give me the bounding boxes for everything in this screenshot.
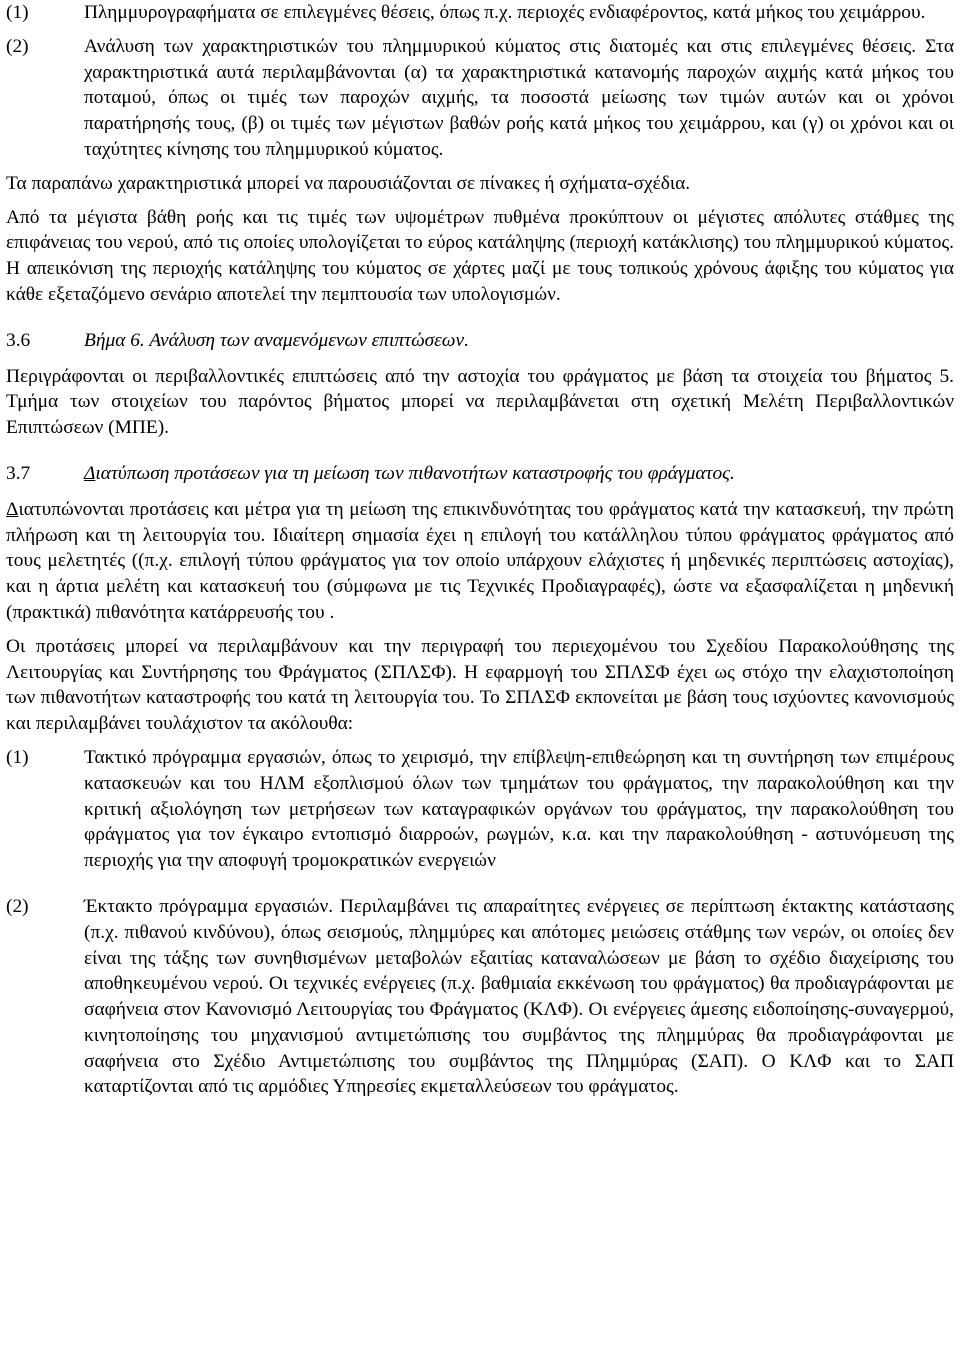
list-item-text: Τακτικό πρόγραμμα εργασιών, όπως το χειρισμό, την επίβλεψη-επιθεώρηση και τη συντήρηση των επιμέρους κατασκευών και του ΗΛΜ εξοπλισμού όλων των τμημάτων του φράγματος, την παρακολούθηση και την κριτική αξιολόγηση των μετρήσεων των καταγραφικών οργάνων του φράγματος, την παρακολούθηση του φράγματος για τον έγκαιρο εντοπισμό διαρροών, ρωγμών, κ.α. και την παρακολούθηση - αστυνόμευση της περιοχής για την αποφυγή τρομοκρατικών ενεργειών xyxy=(84,746,954,872)
section-title: ιατύπωση προτάσεων για τη μείωση των πιθανοτήτων καταστροφής του φράγματος. xyxy=(95,462,735,484)
list-item-text: Πλημμυρογραφήματα σε επιλεγμένες θέσεις, όπως π.χ. περιοχές ενδιαφέροντος, κατά μήκος του χειμάρρου. xyxy=(84,2,926,23)
paragraph-tables: Τα παραπάνω χαρακτηριστικά μπορεί να παρουσιάζονται σε πίνακες ή σχήματα-σχέδια. xyxy=(6,172,691,194)
list-item-text: Έκτακτο πρόγραμμα εργασιών. Περιλαμβάνει τις απαραίτητες ενέργειες σε περίπτωση έκτακτης κατάστασης (π.χ. πιθανού κινδύνου), όπως σεισμούς, πλημμύρες και απότομες μειώσεις στάθμης των νερών, οι οποίες δεν είναι της τάξης των συνηθισμένων μεταβολών εξαιτίας καταναλώσεων με βάση το σχέδιο διαχείρισης του αποθηκευμένου νερού. Οι τεχνικές ενέργειες (π.χ. βαθμιαία εκκένωση του φράγματος) θα προδιαγράφονται με σαφήνεια στον Κανονισμό Λειτουργίας του Φράγματος (ΚΛΦ). Οι ενέργειες άμεσης ειδοποίησης-συναγερμού, κινητοποίησης του μηχανισμού αντιμετώπισης του συμβάντος της πλημμύρας θα προδιαγράφονται με σαφήνεια στο Σχέδιο Αντιμετώπισης του συμβάντος της Πλημμύρας (ΣΑΠ). Ο ΚΛΦ και το ΣΑΠ καταρτίζονται από τις αρμόδιες Υπηρεσίες εκμεταλλεύσεων του φράγματος. xyxy=(84,895,954,1098)
section-heading-3-7 xyxy=(6,461,954,487)
paragraph-proposals xyxy=(6,497,954,626)
list-item-text: Ανάλυση των χαρακτηριστικών του πλημμυρικού κύματος στις διατομές και στις επιλεγμένες θέσεις. Στα χαρακτηριστικά αυτά περιλαμβάνονται (α) τα χαρακτηριστικά κατανομής παροχών αιχμής κατά μήκος του ποταμού, όπως οι τιμές των παροχών αιχμής, τα ποσοστά μείωσης των τιμών αυτών και οι χρόνοι παρατήρησής τους, (β) οι τιμές των μέγιστων βαθών ροής κατά μήκος του χειμάρρου, και (γ) οι χρόνοι και οι ταχύτητες κίνησης του πλημμυρικού κύματος. xyxy=(84,35,954,160)
section-number: 3.6 xyxy=(6,329,31,351)
document-page xyxy=(6,0,954,1100)
section-title-initial: Δ xyxy=(84,462,96,484)
paragraph-monitoring-plan: Οι προτάσεις μπορεί να περιλαμβάνουν και την περιγραφή του περιεχομένου του Σχεδίου Παρακολούθησης της Λειτουργίας και Συντήρησης του Φράγματος (ΣΠΛΣΦ). Η εφαρμογή του ΣΠΛΣΦ έχει ως στόχο την ελαχιστοποίηση των πιθανοτήτων καταστροφής του κατά τη λειτουργία του. Το ΣΠΛΣΦ εκπονείται με βάση τους ισχύοντες κανονισμούς και περιλαμβάνει τουλάχιστον τα ακόλουθα: xyxy=(6,635,954,735)
section-heading-3-6 xyxy=(6,328,954,354)
list-item-number: (1) xyxy=(6,746,29,768)
paragraph-impacts: Περιγράφονται οι περιβαλλοντικές επιπτώσεις από την αστοχία του φράγματος με βάση τα στοιχεία του βήματος 5. Τμήμα των στοιχείων του παρόντος βήματος μπορεί να περιλαμβάνεται στη σχετική Μελέτη Περιβαλλοντικών Επιπτώσεων (ΜΠΕ). xyxy=(6,365,954,439)
list-item-number: (1) xyxy=(6,2,29,23)
paragraph-depths: Από τα μέγιστα βάθη ροής και τις τιμές των υψομέτρων πυθμένα προκύπτουν οι μέγιστες απόλυτες στάθμες της επιφάνειας του νερού, από τις οποίες υπολογίζεται το εύρος κατάληψης (περιοχή κατάκλισης) του πλημμυρικού κύματος. Η απεικόνιση της περιοχής κατάληψης του κύματος σε χάρτες μαζί με τους τοπικούς χρόνους άφιξης του κύματος για κάθε εξεταζόμενο σενάριο αποτελεί την πεμπτουσία των υπολογισμών. xyxy=(6,206,954,305)
section-number: 3.7 xyxy=(6,462,31,484)
list-item xyxy=(6,34,954,163)
paragraph-text: ιατυπώνονται προτάσεις και μέτρα για τη μείωση της επικινδυνότητας του φράγματος κατά την κατασκευή, την πρώτη πλήρωση και τη λειτουργία του. Ιδιαίτερη σημασία έχει η επιλογή του κατάλληλου τύπου φράγματος φράγματος από τους μελετητές ((π.χ. επιλογή τύπου φράγματος για τον οποίο υπάρχουν ελάχιστες ή μηδενικές περιπτώσεις αστοχίας), και η άρτια μελέτη και κατασκευή του (σύμφωνα με τις Τεχνικές Προδιαγραφές), ώστε να εξασφαλίζεται η μηδενική (πρακτικά) πιθανότητα κατάρρευσής του . xyxy=(6,498,954,623)
list-item xyxy=(6,0,954,26)
paragraph-initial: Δ xyxy=(6,498,19,520)
section-title: Βήμα 6. Ανάλυση των αναμενόμενων επιπτώσεων. xyxy=(84,329,469,351)
list-item-number: (2) xyxy=(6,35,29,57)
list-item-number: (2) xyxy=(6,895,29,917)
list-item xyxy=(6,894,954,1100)
list-item xyxy=(6,745,954,874)
